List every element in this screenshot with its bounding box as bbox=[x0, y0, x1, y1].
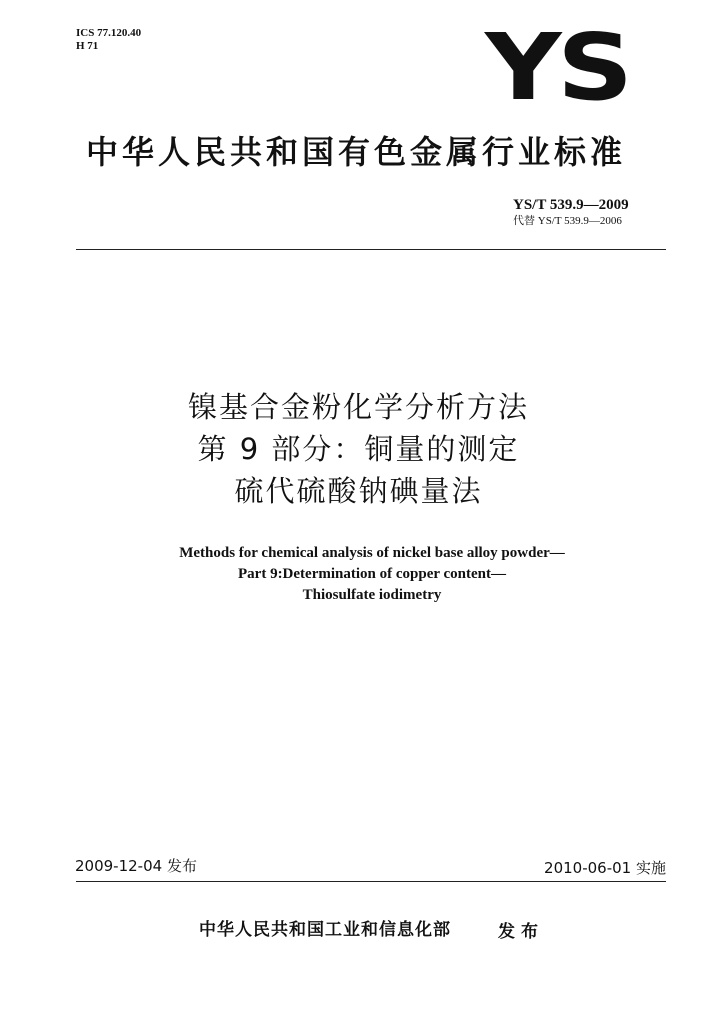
issue-date: 2009-12-04 发布 bbox=[75, 857, 197, 875]
top-divider bbox=[76, 249, 666, 250]
english-title-line-3: Thiosulfate iodimetry bbox=[302, 587, 442, 603]
issue-label: 发布 bbox=[498, 922, 544, 942]
chinese-title-line-2: 第 9 部分：铜量的测定 bbox=[197, 432, 520, 466]
issuing-authority: 中华人民共和国工业和信息化部 bbox=[199, 920, 451, 940]
ys-logo: YS bbox=[485, 14, 629, 121]
english-title bbox=[0, 543, 717, 606]
issuing-category: 中华人民共和国有色金属行业标准 bbox=[86, 133, 627, 171]
english-title-line-2: Part 9:Determination of copper content— bbox=[238, 566, 506, 582]
standard-number: YS/T 539.9—2009 bbox=[513, 197, 629, 213]
ics-code: ICS 77.120.40 bbox=[76, 27, 142, 39]
replaces-standard: 代替 YS/T 539.9—2006 bbox=[513, 215, 622, 227]
classification-codes bbox=[76, 27, 141, 53]
implementation-date: 2010-06-01 实施 bbox=[544, 859, 666, 877]
ccs-code: H 71 bbox=[76, 40, 99, 52]
chinese-title-line-3: 硫代硫酸钠碘量法 bbox=[234, 474, 483, 508]
chinese-title bbox=[0, 386, 717, 512]
bottom-divider bbox=[76, 881, 666, 882]
english-title-line-1: Methods for chemical analysis of nickel base alloy powder— bbox=[179, 545, 565, 561]
chinese-title-line-1: 镍基合金粉化学分析方法 bbox=[187, 390, 529, 424]
standard-number-block bbox=[513, 197, 629, 229]
